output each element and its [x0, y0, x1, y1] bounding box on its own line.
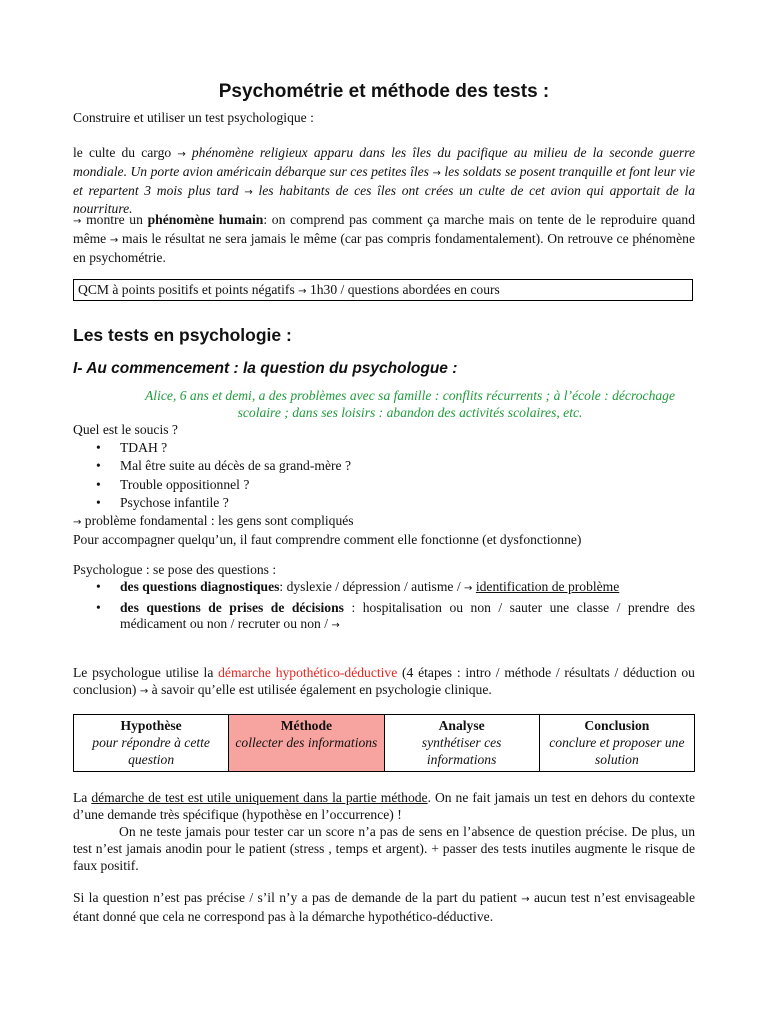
soucis-block — [73, 422, 695, 548]
arrow-icon: → — [73, 216, 82, 227]
step-desc: pour répondre à cette question — [92, 734, 210, 767]
testing-paragraph: On ne teste jamais pour tester car un score n’a pas de sens en l’absence de question précise. De plus, un test n’est jamais anodin pour le patient (stress , temps et argent). + passer des tests inutiles augmente le risque de faux positif. — [73, 824, 695, 873]
soucis-accompany: Pour accompagner quelqu’un, il faut comprendre comment elle fonctionne (et dysfonctionne) — [73, 531, 582, 547]
qcm-pre: QCM à points positifs et points négatifs — [78, 282, 295, 297]
arrow-icon: → — [244, 186, 253, 198]
arrow-icon: → — [109, 234, 119, 246]
arrow-icon: → — [331, 620, 340, 632]
arrow-icon: → — [298, 286, 307, 297]
cargo-text-2: les soldats se posent tranquille et font leur vie et repartent 3 mois plus tard — [73, 163, 696, 198]
human-paragraph — [73, 212, 695, 266]
demarche-post-1: (4 étapes : intro / méthode / résultats / déduction ou conclusion) — [73, 665, 695, 697]
psychologist-block — [73, 562, 695, 635]
demarche-red: démarche hypothético-déductive — [218, 665, 398, 680]
method-post: . On ne fait jamais un test en dehors du contexte d’une demande très spécifique (hypothèse en l’occurrence) ! — [73, 790, 695, 822]
soucis-question: Quel est le soucis ? — [73, 422, 178, 437]
step-desc: synthétiser ces informations — [421, 734, 502, 767]
arrow-icon: → — [432, 167, 441, 179]
list-item: • Mal être suite au décès de sa grand-mère ? — [73, 457, 695, 476]
closing-post: aucun test n’est envisageable étant donné que cela ne correspond pas à la démarche hypothético-déductive. — [73, 890, 696, 924]
human-pre: montre un — [86, 212, 143, 227]
step-cell — [384, 715, 539, 772]
qcm-post: 1h30 / questions abordées en cours — [309, 282, 500, 297]
demarche-post-2: à savoir qu’elle est utilisée également en psychologie clinique. — [151, 681, 492, 697]
cargo-text-1: phénomène religieux apparu dans les îles du pacifique au milieu de la seconde guerre mondiale. Un porte avion américain débarque sur ces petites îles — [73, 145, 695, 179]
list-item — [73, 600, 695, 636]
demarche-paragraph — [73, 665, 695, 701]
method-paragraph — [73, 790, 695, 824]
list-item: • TDAH ? — [73, 439, 695, 458]
step-cell — [539, 715, 694, 772]
arrow-icon: → — [139, 685, 149, 697]
alice-case: Alice, 6 ans et demi, a des problèmes avec sa famille : conflits récurrents ; à l’école : décrochage scolaire ; dans ses loisirs : abandon des activités scolaires, etc. — [144, 388, 675, 420]
list-item — [73, 579, 695, 598]
method-underline: démarche de test est utile uniquement dans la partie méthode — [91, 790, 428, 805]
step-head: Méthode — [280, 718, 333, 733]
diagnostic-bold: des questions diagnostiques — [120, 578, 280, 594]
arrow-icon: → — [73, 516, 82, 528]
page-title: Psychométrie et méthode des tests : — [218, 81, 550, 102]
list-item: • Trouble oppositionnel ? — [73, 476, 695, 495]
decision-text: : hospitalisation ou non / sauter une classe / prendre des médicament ou non / recruter ou non / — [120, 599, 695, 632]
arrow-icon: → — [177, 149, 186, 160]
step-head: Analyse — [438, 718, 485, 733]
step-cell-highlight — [229, 715, 384, 772]
intro-line: Construire et utiliser un test psychologique : — [73, 110, 314, 125]
psychologist-intro: Psychologue : se pose des questions : — [73, 562, 277, 577]
arrow-icon: → — [464, 582, 473, 594]
human-bold: phénomène humain — [147, 212, 264, 227]
decision-bold: des questions de prises de décisions — [120, 599, 344, 615]
closing-paragraph — [73, 890, 695, 926]
step-cell — [74, 715, 229, 772]
demarche-pre: Le psychologue utilise la — [73, 665, 214, 680]
cargo-text-3: les habitants de ces îles ont crées un culte de cet avion qui apportait de la nourriture. — [73, 182, 695, 217]
soucis-list — [73, 439, 695, 513]
psychologist-list — [73, 579, 695, 635]
soucis-conclusion-text: problème fondamental : les gens sont compliqués — [84, 512, 354, 528]
diagnostic-underline: identification de problème — [475, 578, 620, 594]
closing-pre: Si la question n’est pas précise / s’il n’y a pas de demande de la part du patient — [73, 890, 517, 905]
list-item: • Psychose infantile ? — [73, 494, 695, 513]
human-post-1: : on comprend pas comment ça marche mais on tente de le reproduire quand même — [73, 212, 695, 246]
step-desc: conclure et proposer une solution — [549, 734, 685, 767]
table-row — [74, 715, 695, 772]
human-post-2: mais le résultat ne sera jamais le même (car pas compris fondamentalement). On retrouve ce phénomène en psychométrie. — [73, 230, 695, 265]
step-desc: collecter des informations — [235, 734, 378, 750]
step-head: Hypothèse — [120, 718, 182, 733]
cargo-lead: le culte du cargo — [73, 145, 172, 160]
step-head: Conclusion — [584, 718, 650, 733]
cargo-paragraph — [73, 145, 695, 218]
section-title: Les tests en psychologie : — [73, 325, 292, 345]
soucis-conclusion — [73, 513, 695, 532]
arrow-icon: → — [521, 894, 530, 905]
steps-table — [73, 714, 695, 772]
qcm-box — [73, 279, 693, 301]
method-pre: La — [73, 790, 88, 805]
subsection-title: I- Au commencement : la question du psychologue : — [73, 360, 458, 377]
diagnostic-text: : dyslexie / dépression / autisme / — [279, 578, 461, 594]
